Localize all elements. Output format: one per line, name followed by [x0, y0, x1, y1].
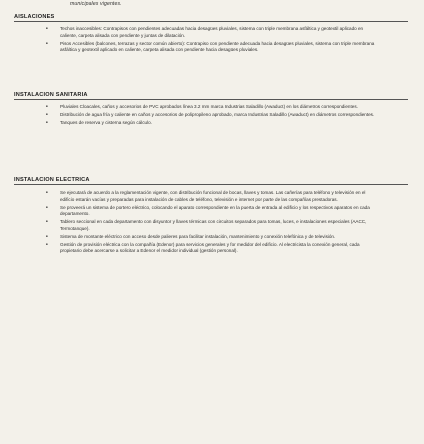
bullet-icon: •: [46, 119, 48, 126]
bullet-icon: •: [46, 104, 48, 110]
list-item: • Tanques de reserva y cisterna según cálculo.: [46, 119, 152, 126]
list-item: • Techos inaccesibles: Contrapisos con pendientes adecuadas hacia desagües pluviales, sistema con triple membrana asfáltica y geotextil aplicado en caliente, carpeta alisada con pendiente y juntas de dilatación.: [46, 26, 364, 38]
aislaciones-list: [46, 26, 376, 55]
section-divider: [14, 99, 408, 100]
list-item: • Sistema de montante eléctrico con acceso desde palieres para facilitar instalación, mantenimiento y conexión telefónica y de televisión.: [46, 233, 336, 240]
bullet-icon: •: [46, 219, 48, 226]
list-item: • Pluviales Cloacales, caños y accesorios de PVC aprobados línea 3.2 mm marca Industrias Saladillo (Awaduct) en los diámetros correspondientes.: [46, 104, 358, 110]
sanitaria-list: [46, 104, 376, 128]
electrica-list: [46, 190, 376, 256]
section-divider: [14, 21, 408, 22]
list-item: • Se ejecutará de acuerdo a la reglamentación vigente, con distribución funcional de bocas, llaves y tomas. Las cañerías para teléfono y televisión en el edificio estarán vacías y preparadas para instalación de cables de teléfono, televisión e internet por parte de las compañías prestadoras.: [46, 190, 366, 202]
list-item: • Pisos Accesibles (balcones, terrazas y sector común abierto): Contrapiso con pendiente adecuada hacia desagües pluviales, sistema con triple membrana asfáltica y geotextil aplicado en caliente, carpeta alisada con pendiente hacia desagües pluviales.: [46, 40, 375, 53]
list-item: • Gestión de provisión eléctrica con la compañía (Edenor) para servicios generales y for medidor del edificio. Al electricista la conexión general, cada propietario debe acercarse a solicitar a Edenor el medidor individual (gestión personal).: [46, 241, 360, 254]
bullet-icon: •: [46, 26, 48, 32]
section-title-instalacion-electrica: INSTALACION ELECTRICA: [14, 177, 90, 183]
list-item: • Tablero seccional en cada departamento con disyuntor y llaves térmicas con circuitos separados para tomas, luces, e instalaciones especiales (AACC, Termotanque).: [46, 219, 367, 231]
list-item: • Se proveerá un sistema de portero eléctrico, colocando el aparato correspondiente en la puerta de entrada al edificio y los respectivos aparatos en cada departamento.: [46, 204, 370, 217]
section-title-instalacion-sanitaria: INSTALACION SANITARIA: [14, 92, 88, 98]
bullet-icon: •: [46, 204, 48, 211]
bullet-icon: •: [46, 190, 48, 196]
list-item: • Distribución de agua fría y caliente en caños y accesorios de polipropileno aprobado, marca Industrias Saladillo (Awaduct) en diámetros correspondientes.: [46, 111, 375, 118]
continued-text-fragment: municipales vigentes.: [70, 1, 122, 7]
bullet-icon: •: [46, 40, 48, 47]
section-divider: [14, 184, 408, 185]
bullet-icon: •: [46, 111, 48, 118]
section-title-aislaciones: AISLACIONES: [14, 14, 55, 20]
bullet-icon: •: [46, 241, 48, 248]
bullet-icon: •: [46, 233, 48, 240]
